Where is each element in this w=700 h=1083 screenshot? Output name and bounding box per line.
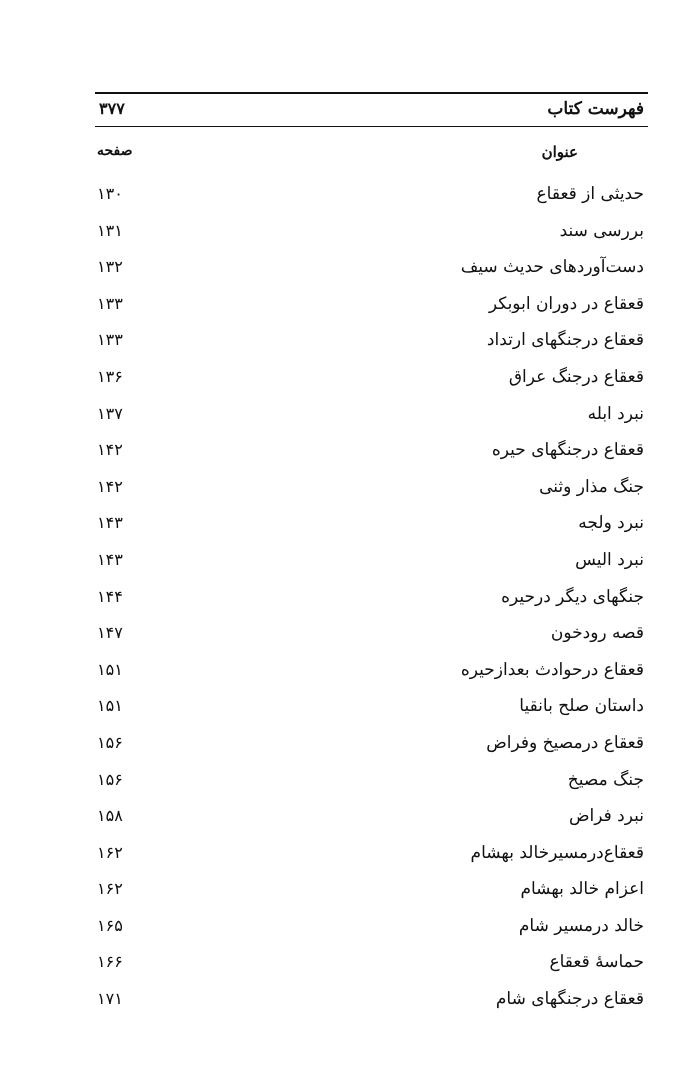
toc-entry-page: ۱۵۶	[97, 732, 123, 752]
page-header	[95, 92, 648, 132]
toc-entry-title: قعقاع درمصیخ وفراض	[486, 732, 644, 753]
toc-entry-page: ۱۳۲	[97, 257, 123, 277]
toc-entry	[95, 841, 648, 878]
toc-entry-title: نبرد ابله	[587, 403, 644, 424]
toc-entry-page: ۱۳۶	[97, 366, 123, 386]
toc-entry-page: ۱۶۲	[97, 842, 123, 862]
toc-entry-title: دست‌آوردهای حدیث سیف	[460, 257, 644, 278]
toc-entry	[95, 877, 648, 914]
toc-entry	[95, 914, 648, 951]
toc-entry	[95, 292, 648, 329]
toc-entry-title: خالد درمسیر شام	[518, 915, 644, 936]
toc-entry	[95, 950, 648, 987]
toc-entry	[95, 402, 648, 439]
toc-entry-page: ۱۳۱	[97, 220, 123, 240]
toc-entry	[95, 768, 648, 805]
toc-entry-title: قصه رودخون	[550, 623, 644, 644]
toc-entry-title: جنگ مذار وثنی	[539, 476, 644, 497]
toc-entry-page: ۱۴۴	[97, 586, 123, 606]
toc-entry	[95, 511, 648, 548]
toc-entry	[95, 365, 648, 402]
toc-entry-page: ۱۴۳	[97, 513, 123, 533]
toc-entry-title: حدیثی از قعقاع	[536, 184, 644, 204]
toc-entry-title: قعقاع درجنگ عراق	[508, 366, 644, 387]
toc-entry-page: ۱۳۰	[97, 184, 123, 203]
toc-entry-title: قعقاع در دوران ابوبکر	[488, 293, 644, 314]
column-heading-title: عنوان	[541, 143, 578, 161]
toc-entry	[95, 731, 648, 768]
toc-list	[95, 182, 648, 1024]
toc-entry	[95, 987, 648, 1024]
toc-entry	[95, 475, 648, 512]
toc-entry	[95, 328, 648, 365]
toc-entry-title: قعقاع‌درمسیرخالد بهشام	[470, 842, 644, 863]
toc-entry-page: ۱۴۷	[97, 623, 123, 643]
toc-entry-page: ۱۳۷	[97, 403, 123, 423]
toc-entry-title: نبرد فراض	[569, 806, 644, 827]
toc-entry-title: قعقاع درجنگهای حیره	[491, 440, 644, 461]
toc-entry	[95, 585, 648, 622]
header-top-rule	[95, 92, 648, 94]
toc-entry	[95, 182, 648, 219]
toc-entry-page: ۱۶۶	[97, 952, 123, 972]
running-title: فهرست کتاب	[547, 99, 644, 119]
toc-entry-page: ۱۶۲	[97, 879, 123, 899]
toc-entry	[95, 621, 648, 658]
toc-entry-page: ۱۴۲	[97, 476, 123, 496]
toc-entry-page: ۱۶۵	[97, 915, 123, 935]
toc-entry-page: ۱۳۳	[97, 293, 123, 313]
toc-entry-title: نبرد الیس	[575, 549, 644, 570]
toc-entry-page: ۱۷۱	[97, 989, 123, 1009]
toc-entry-title: جنگهای دیگر درحیره	[501, 586, 644, 607]
toc-entry-title: بررسی سند	[559, 220, 644, 241]
toc-entry-page: ۱۵۸	[97, 806, 123, 826]
toc-entry-page: ۱۴۳	[97, 549, 123, 569]
toc-entry-page: ۱۴۲	[97, 440, 123, 460]
header-bottom-rule	[95, 126, 648, 127]
column-headings	[95, 143, 648, 167]
toc-entry-title: نبرد ولجه	[578, 513, 644, 534]
column-heading-page: صفحه	[97, 143, 133, 159]
toc-entry-title: قعقاع درحوادث بعدازحیره	[460, 659, 644, 680]
page-number: ۳۷۷	[99, 99, 125, 118]
toc-entry-page: ۱۵۶	[97, 769, 123, 789]
toc-entry	[95, 804, 648, 841]
toc-entry-page: ۱۵۱	[97, 659, 123, 679]
toc-entry-title: داستان صلح بانقیا	[519, 696, 644, 717]
toc-entry-title: جنگ مصیخ	[567, 769, 644, 790]
toc-entry-title: قعقاع درجنگهای شام	[495, 989, 644, 1010]
toc-entry	[95, 219, 648, 256]
toc-entry-page: ۱۵۱	[97, 696, 123, 716]
toc-entry-title: حماسهٔ قعقاع	[549, 952, 644, 973]
toc-entry	[95, 438, 648, 475]
toc-entry-page: ۱۳۳	[97, 330, 123, 350]
toc-entry-title: قعقاع درجنگهای ارتداد	[486, 330, 644, 351]
toc-entry-title: اعزام خالد بهشام	[520, 879, 644, 900]
toc-entry	[95, 658, 648, 695]
toc-entry	[95, 255, 648, 292]
toc-entry	[95, 548, 648, 585]
toc-entry	[95, 694, 648, 731]
